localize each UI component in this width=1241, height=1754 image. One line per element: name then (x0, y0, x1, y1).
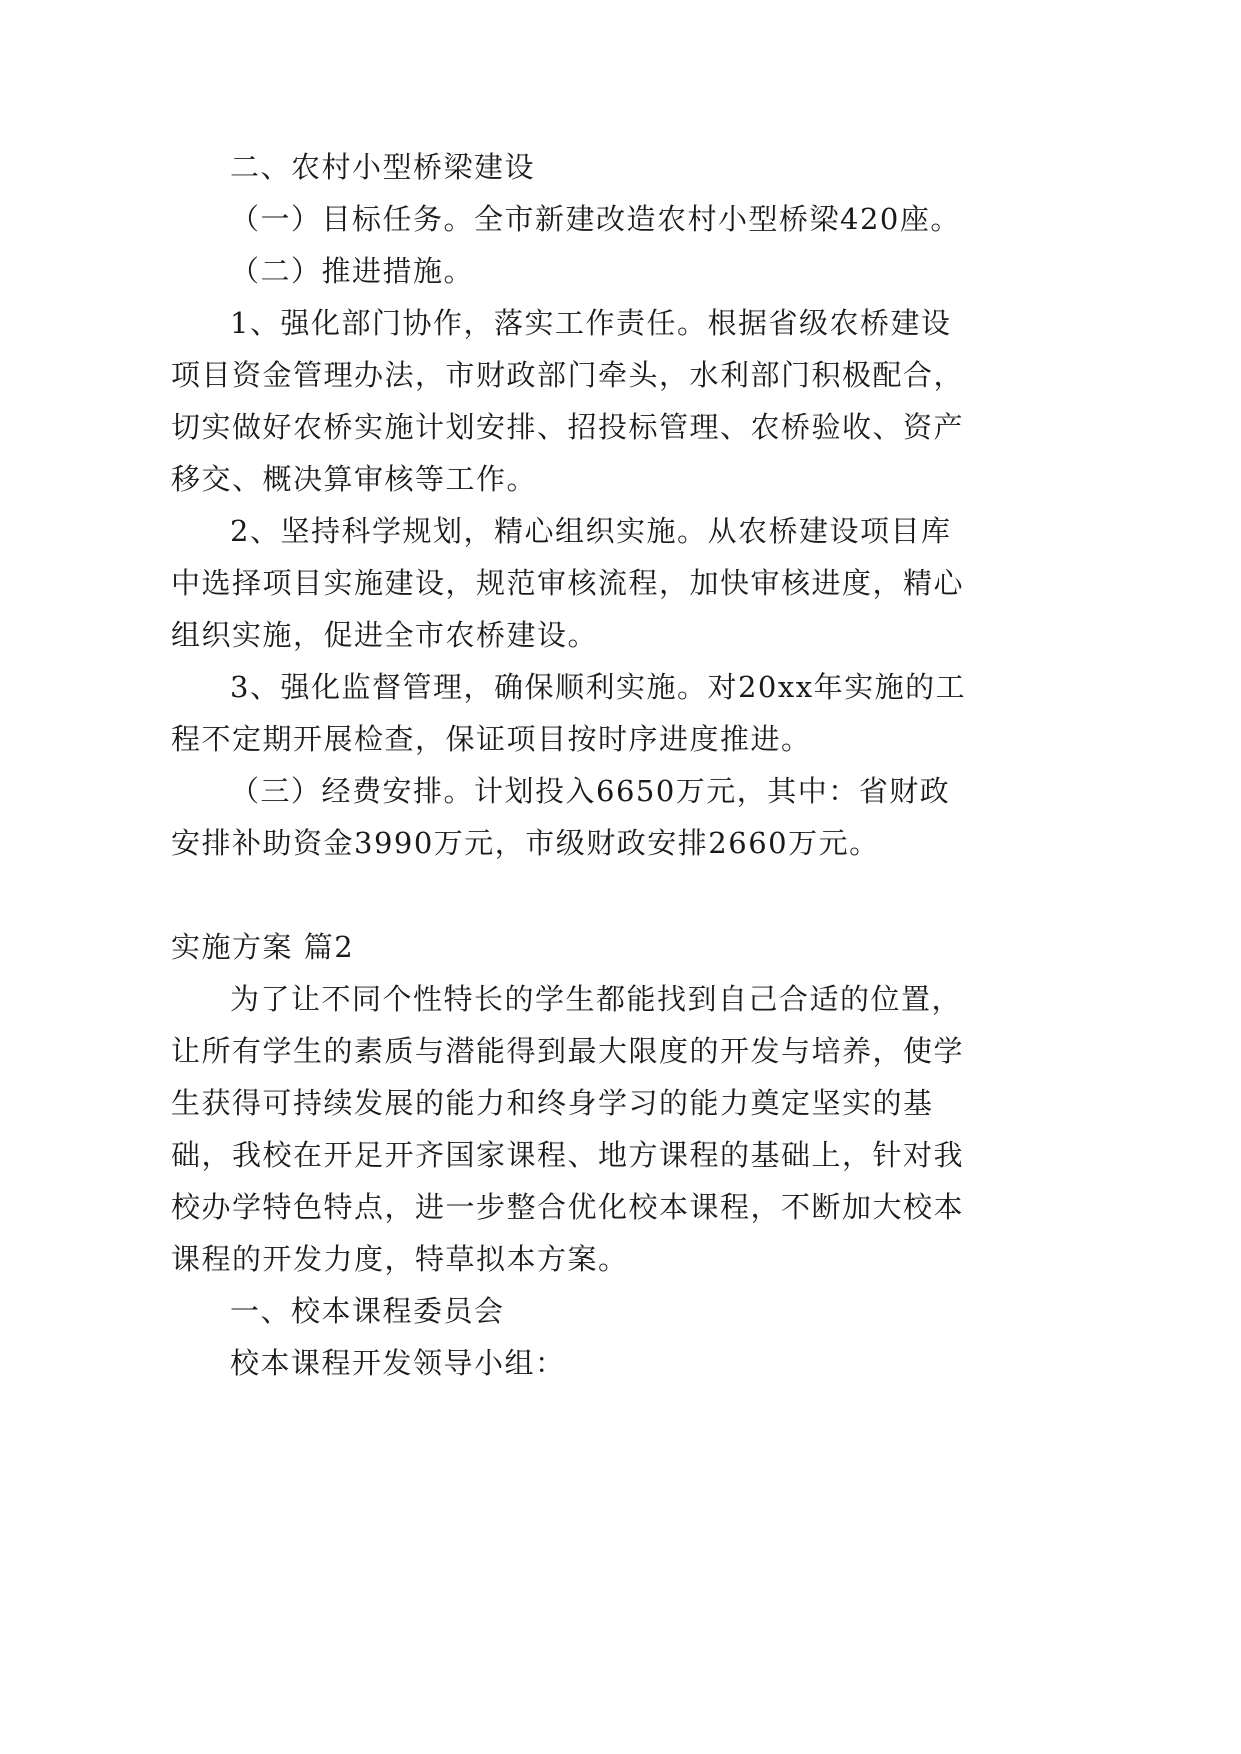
funding-line1: （三）经费安排。计划投入6650万元，其中：省财政 (230, 774, 951, 808)
intro-line4: 础，我校在开足开齐国家课程、地方课程的基础上，针对我 (171, 1138, 965, 1172)
leading-group-label: 校本课程开发领导小组： (230, 1346, 566, 1380)
measure2-line1: 2、坚持科学规划，精心组织实施。从农桥建设项目库 (230, 514, 952, 548)
committee-heading: 一、校本课程委员会 (230, 1294, 505, 1328)
intro-line3: 生获得可持续发展的能力和终身学习的能力奠定坚实的基 (171, 1086, 934, 1120)
intro-line5: 校办学特色特点，进一步整合优化校本课程，不断加大校本 (171, 1190, 965, 1224)
intro-line2: 让所有学生的素质与潜能得到最大限度的开发与培养，使学 (171, 1034, 965, 1068)
section-heading-rural-bridges: 二、农村小型桥梁建设 (230, 150, 536, 184)
measure1-line2: 项目资金管理办法，市财政部门牵头，水利部门积极配合， (171, 358, 965, 392)
measure1-line4: 移交、概决算审核等工作。 (171, 462, 538, 496)
section2-title: 实施方案 篇2 (171, 930, 355, 964)
measure1-line1: 1、强化部门协作，落实工作责任。根据省级农桥建设 (230, 306, 952, 340)
measure1-line3: 切实做好农桥实施计划安排、招投标管理、农桥验收、资产 (171, 410, 965, 444)
funding-line2: 安排补助资金3990万元，市级财政安排2660万元。 (171, 826, 880, 860)
measure3-line2: 程不定期开展检查，保证项目按时序进度推进。 (171, 722, 812, 756)
measure2-line3: 组织实施，促进全市农桥建设。 (171, 618, 599, 652)
measure2-line2: 中选择项目实施建设，规范审核流程，加快审核进度，精心 (171, 566, 965, 600)
target-task-paragraph: （一）目标任务。全市新建改造农村小型桥梁420座。 (230, 202, 961, 236)
intro-line1: 为了让不同个性特长的学生都能找到自己合适的位置， (230, 982, 963, 1016)
intro-line6: 课程的开发力度，特草拟本方案。 (171, 1242, 629, 1276)
measures-heading: （二）推进措施。 (230, 254, 475, 288)
measure3-line1: 3、强化监督管理，确保顺利实施。对20xx年实施的工 (230, 670, 967, 704)
